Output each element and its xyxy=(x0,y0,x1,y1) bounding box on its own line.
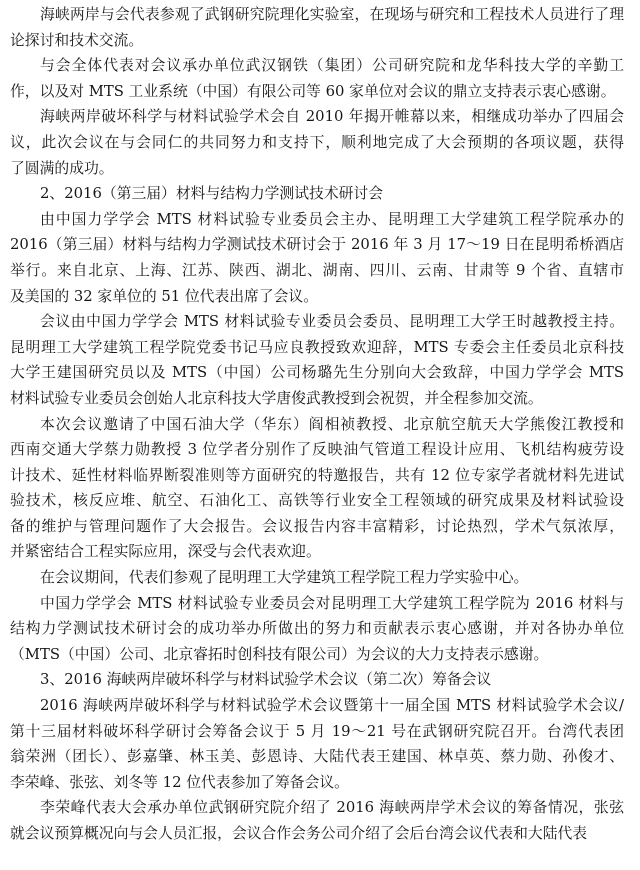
text-line: 会议由中国力学学会 MTS 材料试验专业委员会委员、昆明理工大学王时越教授主持。 xyxy=(40,313,624,331)
section-heading xyxy=(10,667,624,693)
text-line: 2016（第三届）材料与结构力学测试技术研讨会于 2016 年 3 月 17～19 日在昆明希桥酒店 xyxy=(10,236,624,254)
text-line: 西南交通大学蔡力勋教授 3 位学者分别作了反映油气管道工程设计应用、飞机结构疲劳设 xyxy=(10,441,624,459)
text-line: 并紧密结合工程实际应用，深受与会代表欢迎。 xyxy=(10,543,321,561)
text-line: 就会议预算概况向与会人员汇报，会议合作会务公司介绍了会后台湾会议代表和大陆代表 xyxy=(10,825,588,842)
text-line: 2016 海峡两岸破坏科学与材料试验学术会议暨第十一届全国 MTS 材料试验学术会议/ xyxy=(40,697,624,715)
paragraph xyxy=(10,104,624,181)
text-line: 大学王建国研究员以及 MTS（中国）公司杨璐先生分别向大会致辞，中国力学学会 MTS xyxy=(10,364,624,382)
paragraph xyxy=(10,412,624,566)
text-line: （MTS（中国）公司、北京睿拓时创科技有限公司）为会议的大力支持表示感谢。 xyxy=(10,645,549,663)
text-line: 翁荣洲（团长）、彭嘉肇、林玉美、彭恩诗、大陆代表王建国、林卓英、蔡力勋、孙俊才、 xyxy=(10,748,624,766)
text-line: 举行。来自北京、上海、江苏、陕西、湖北、湖南、四川、云南、甘肃等 9 个省、直辖市 xyxy=(10,261,624,279)
text-line: 备的维护与管理问题作了大会报告。会议报告内容丰富精彩，讨论热烈，学术气氛浓厚， xyxy=(10,517,624,535)
text-line: 本次会议邀请了中国石油大学（华东）阎相祯教授、北京航空航天大学熊俊江教授和 xyxy=(40,415,624,433)
text-line: 由中国力学学会 MTS 材料试验专业委员会主办、昆明理工大学建筑工程学院承办的 xyxy=(40,210,624,228)
paragraph xyxy=(10,693,624,795)
text-line: 议，此次会议在与会同仁的共同努力和支持下，顺利地完成了大会预期的各项议题，获得 xyxy=(10,133,624,151)
paragraph xyxy=(10,53,624,104)
text-line: 结构力学测试技术研讨会的成功举办所做出的努力和贡献表示衷心感谢，并对各协办单位 xyxy=(10,620,624,638)
paragraph xyxy=(10,591,624,668)
text-line: 海峡两岸破坏科学与材料试验学术会自 2010 年揭开帷幕以来，相继成功举办了四届会 xyxy=(40,108,624,126)
text-line: 论探讨和技术交流。 xyxy=(10,31,144,49)
paragraph xyxy=(10,207,624,309)
text-line: 验技术，核反应堆、航空、石油化工、高铁等行业安全工程领域的研究成果及材料试验设 xyxy=(10,492,624,510)
paragraph xyxy=(10,309,624,411)
text-line: 在会议期间，代表们参观了昆明理工大学建筑工程学院工程力学实验中心。 xyxy=(40,569,529,587)
text-line: 2、2016（第三届）材料与结构力学测试技术研讨会 xyxy=(40,185,384,203)
text-line: 海峡两岸与会代表参观了武钢研究院理化实验室，在现场与研究和工程技术人员进行了理 xyxy=(40,6,624,23)
text-line: 李荣峰、张弦、刘冬等 12 位代表参加了筹备会议。 xyxy=(10,773,349,791)
paragraph xyxy=(10,565,624,591)
text-line: 与会全体代表对会议承办单位武汉钢铁（集团）公司研究院和龙华科技大学的辛勤工 xyxy=(40,57,624,75)
paragraph xyxy=(10,795,624,846)
text-line: 中国力学学会 MTS 材料试验专业委员会对昆明理工大学建筑工程学院为 2016 材料与 xyxy=(40,594,624,612)
text-line: 了圆满的成功。 xyxy=(10,159,114,177)
section-heading xyxy=(10,181,624,207)
text-line: 计技术、延性材料临界断裂准则等方面研究的特邀报告，共有 12 位专家学者就材料先进试 xyxy=(10,466,624,484)
paragraph xyxy=(10,2,624,53)
text-line: 昆明理工大学建筑工程学院党委书记马应良教授致欢迎辞，MTS 专委会主任委员北京科技 xyxy=(10,338,624,356)
text-line: 材料试验专业委员会创始人北京科技大学唐俊武教授到会祝贺，并全程参加交流。 xyxy=(10,389,543,407)
text-line: 作，以及对 MTS 工业系统（中国）有限公司等 60 家单位对会议的鼎立支持表示衷心感谢。 xyxy=(10,82,616,100)
text-line: 李荣峰代表大会承办单位武钢研究院介绍了 2016 海峡两岸学术会议的筹备情况，张弦 xyxy=(40,799,624,817)
text-line: 3、2016 海峡两岸破坏科学与材料试验学术会议（第二次）筹备会议 xyxy=(40,671,492,689)
text-line: 及美国的 32 家单位的 51 位代表出席了会议。 xyxy=(10,287,319,305)
text-line: 第十三届材料破坏科学研讨会筹备会议于 5 月 19～21 号在武钢研究院召开。台湾代表团 xyxy=(10,722,624,740)
